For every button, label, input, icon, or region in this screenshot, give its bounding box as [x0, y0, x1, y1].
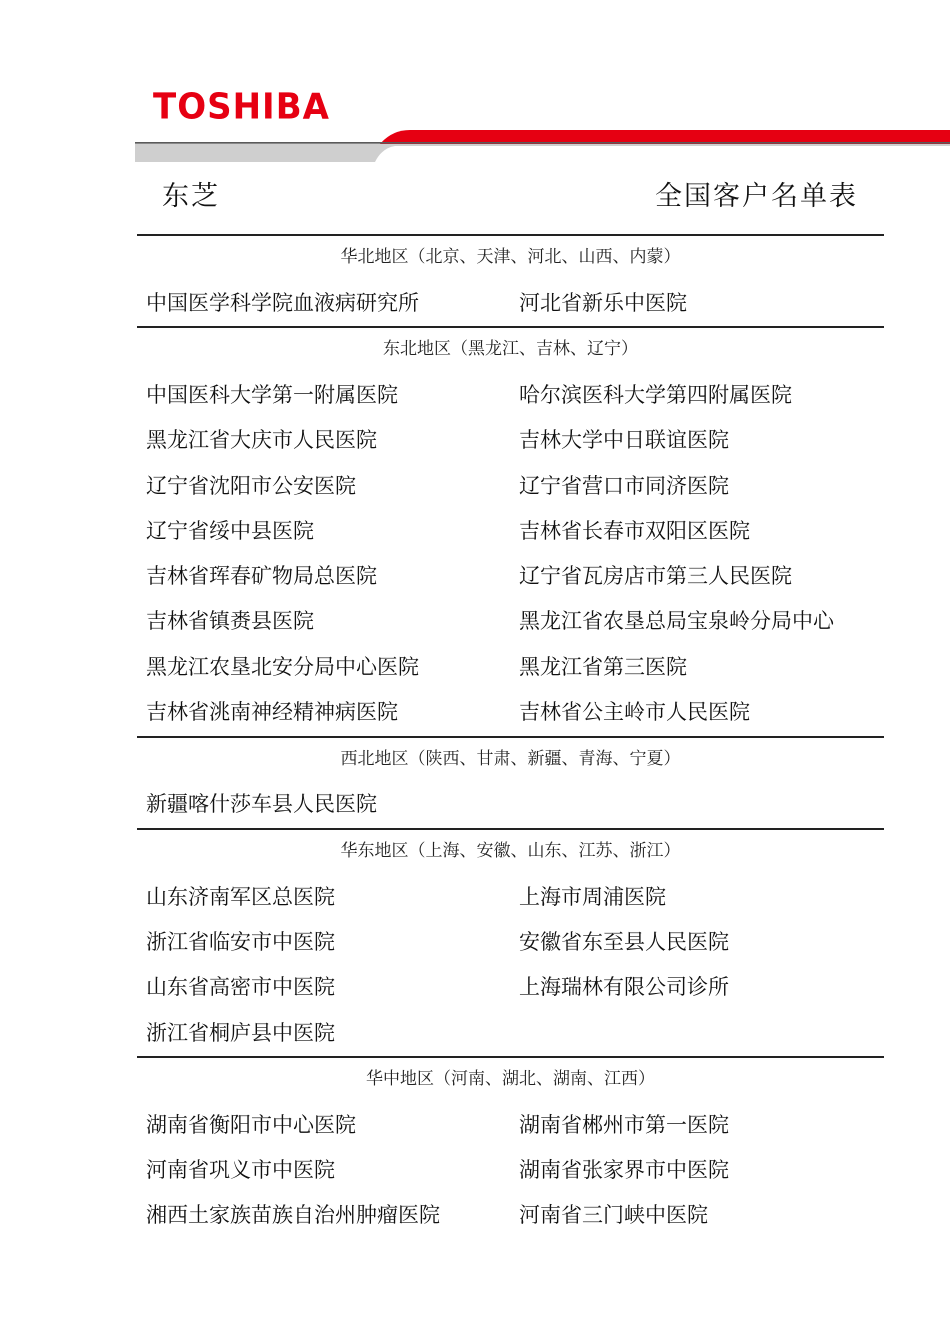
table-row [137, 781, 884, 826]
table-row [137, 688, 884, 733]
hospital-name: 黑龙江省大庆市人民医院 [146, 428, 377, 453]
table-row [137, 643, 884, 688]
table-row [137, 507, 884, 552]
banner-rule [135, 142, 950, 144]
hospital-name: 吉林省珲春矿物局总医院 [146, 564, 377, 589]
hospital-name: 新疆喀什莎车县人民医院 [146, 792, 377, 817]
hospital-name: 浙江省临安市中医院 [146, 929, 335, 954]
hospital-name: 中国医科大学第一附属医院 [146, 382, 398, 407]
hospital-name: 吉林省洮南神经精神病医院 [146, 700, 398, 725]
region-section [137, 326, 884, 735]
hospital-name: 中国医学科学院血液病研究所 [146, 290, 419, 315]
region-title: 华东地区（上海、安徽、山东、江苏、浙江） [340, 840, 681, 861]
hospital-name: 吉林省公主岭市人民医院 [519, 700, 750, 725]
hospital-name: 吉林省长春市双阳区医院 [519, 518, 750, 543]
table-row [137, 873, 884, 918]
table-row [137, 462, 884, 507]
region-section [137, 234, 884, 326]
region-title: 华中地区（河南、湖北、湖南、江西） [366, 1069, 655, 1090]
table-row [137, 279, 884, 324]
hospital-name: 安徽省东至县人民医院 [519, 929, 729, 954]
doc-title: 全国客户名单表 [655, 181, 858, 212]
hospital-name: 黑龙江省农垦总局宝泉岭分局中心 [519, 609, 834, 634]
hospital-name: 辽宁省绥中县医院 [146, 518, 314, 543]
region-title: 西北地区（陕西、甘肃、新疆、青海、宁夏） [340, 748, 681, 769]
hospital-name: 河南省巩义市中医院 [146, 1158, 335, 1183]
table-row [137, 1101, 884, 1146]
hospital-name: 上海市周浦医院 [519, 884, 666, 909]
hospital-name: 吉林大学中日联谊医院 [519, 428, 729, 453]
region-section [137, 736, 884, 828]
hospital-name: 辽宁省营口市同济医院 [519, 473, 729, 498]
hospital-name: 河南省三门峡中医院 [519, 1203, 708, 1228]
hospital-name: 湖南省张家界市中医院 [519, 1158, 729, 1183]
table-row [137, 1009, 884, 1054]
hospital-name: 哈尔滨医科大学第四附属医院 [519, 382, 792, 407]
hospital-name: 黑龙江省第三医院 [519, 654, 687, 679]
hospital-name: 山东济南军区总医院 [146, 884, 335, 909]
hospital-name: 湖南省衡阳市中心医院 [146, 1112, 356, 1137]
table-row [137, 918, 884, 963]
header-banner [0, 0, 950, 180]
hospital-name: 湖南省郴州市第一医院 [519, 1112, 729, 1137]
banner-gray-band [135, 143, 950, 162]
toshiba-logo: TOSHIBA [153, 86, 330, 128]
hospital-name: 河北省新乐中医院 [519, 290, 687, 315]
region-section [137, 1056, 884, 1239]
table-row [137, 1146, 884, 1191]
table-row [137, 598, 884, 643]
hospital-name: 辽宁省瓦房店市第三人民医院 [519, 564, 792, 589]
table-row [137, 552, 884, 597]
hospital-name: 吉林省镇赉县医院 [146, 609, 314, 634]
region-title: 华北地区（北京、天津、河北、山西、内蒙） [340, 247, 681, 267]
region-section [137, 828, 884, 1056]
hospital-name: 上海瑞林有限公司诊所 [519, 975, 729, 1000]
region-title: 东北地区（黑龙江、吉林、辽宁） [383, 339, 638, 360]
doc-title-company: 东芝 [162, 181, 220, 212]
table-row [137, 417, 884, 462]
hospital-name: 山东省高密市中医院 [146, 975, 335, 1000]
hospital-name: 浙江省桐庐县中医院 [146, 1020, 335, 1045]
hospital-name: 辽宁省沈阳市公安医院 [146, 473, 356, 498]
hospital-name: 湘西土家族苗族自治州肿瘤医院 [146, 1203, 440, 1228]
table-row [137, 371, 884, 416]
table-row [137, 1192, 884, 1237]
banner-red-band [380, 130, 950, 144]
customer-list [137, 234, 884, 1239]
hospital-name: 黑龙江农垦北安分局中心医院 [146, 654, 419, 679]
table-row [137, 964, 884, 1009]
